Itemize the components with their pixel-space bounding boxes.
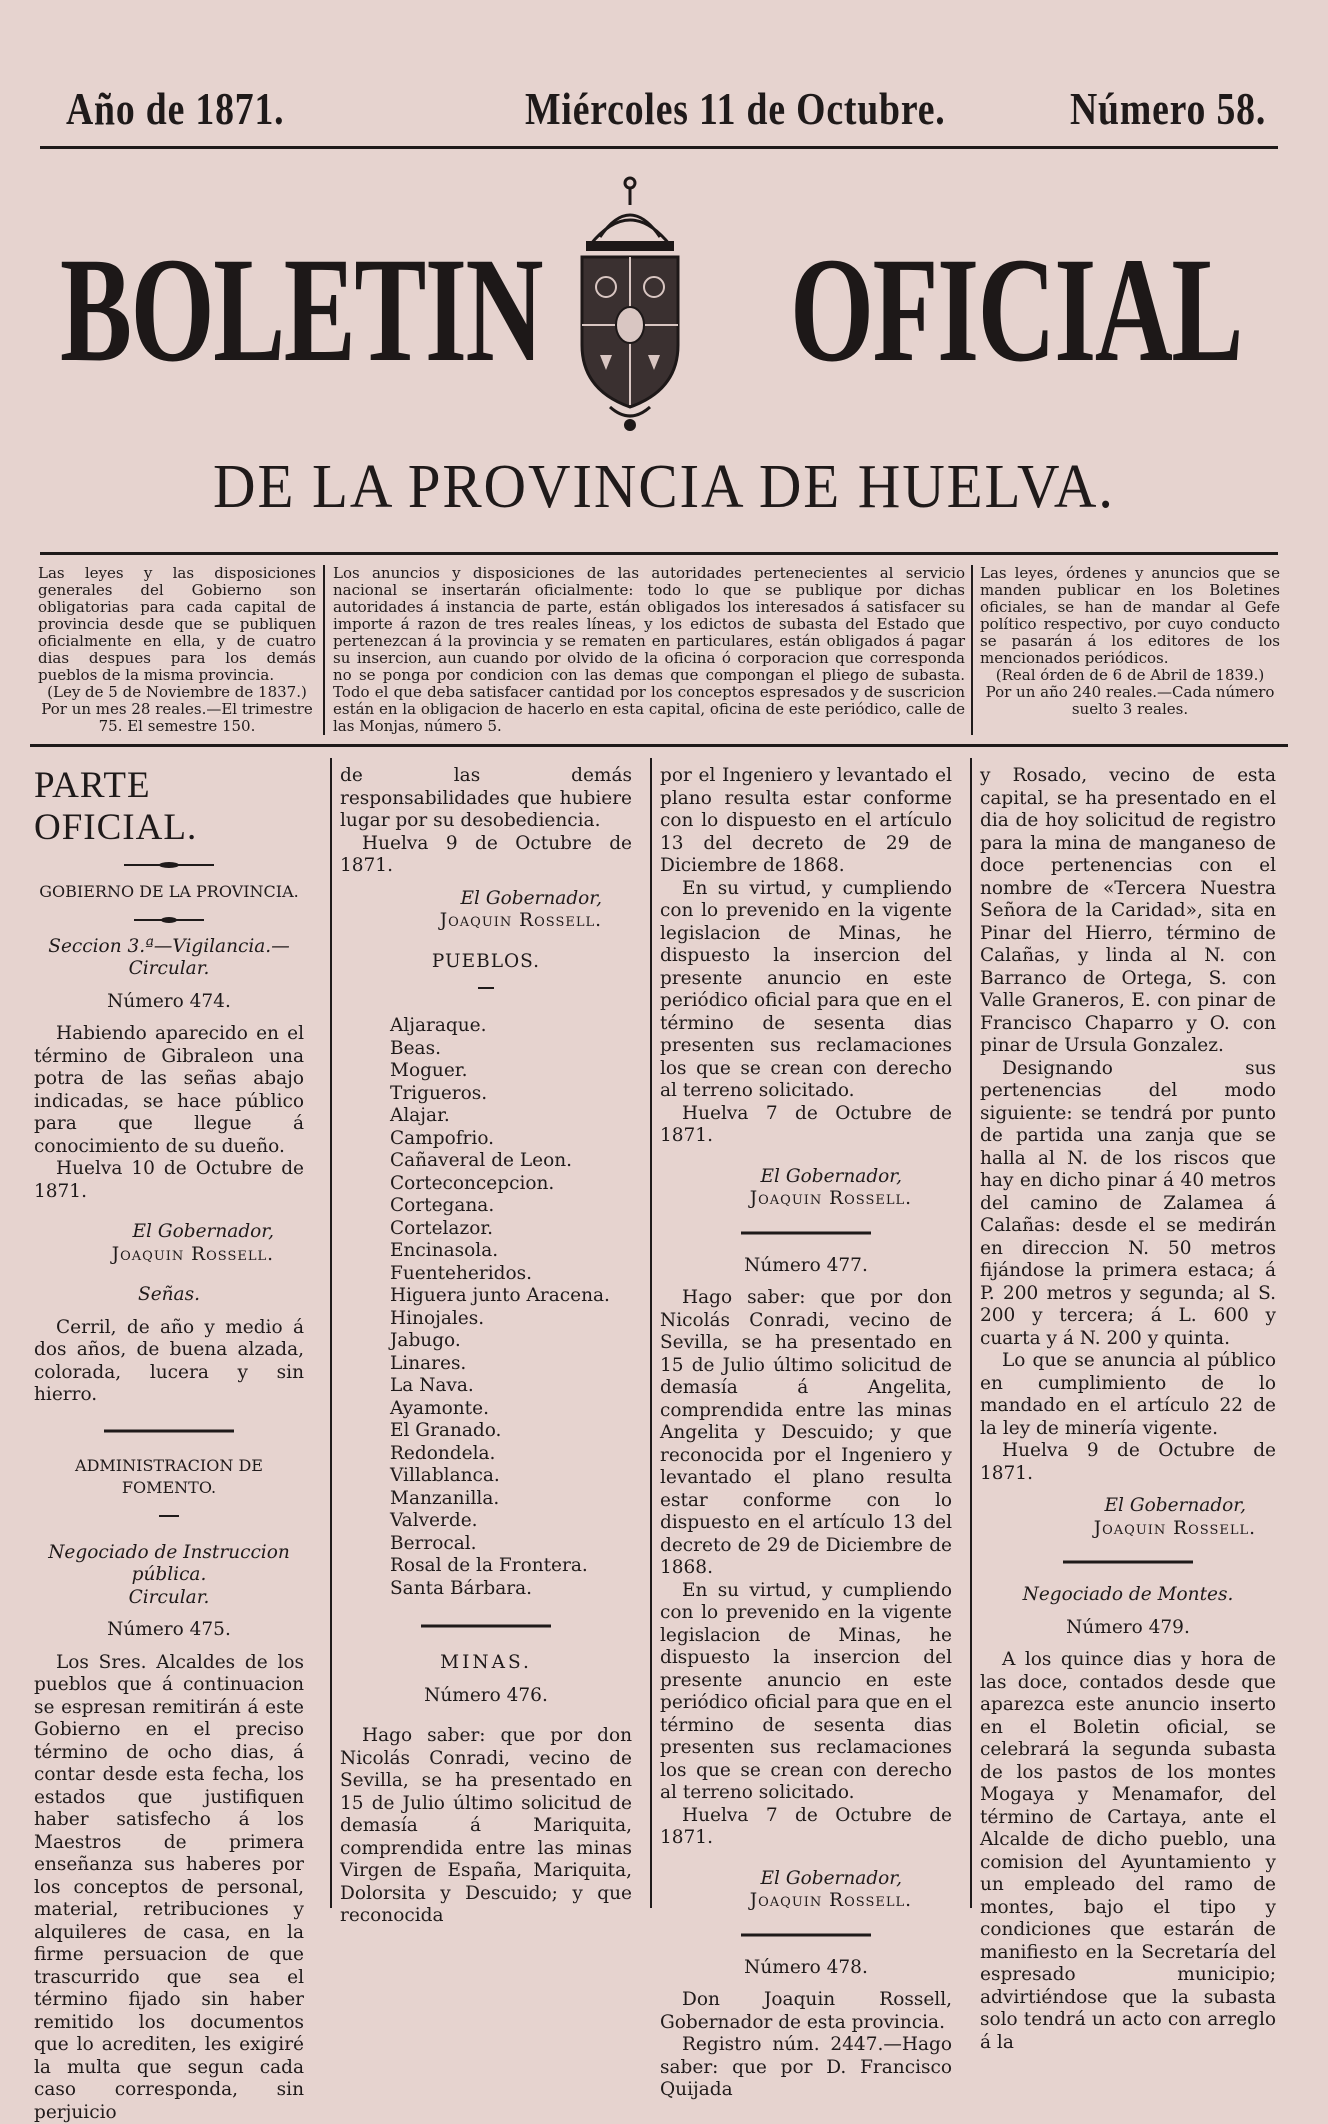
pueblo-item: El Granado. xyxy=(390,1420,632,1443)
masthead-rule xyxy=(40,552,1278,555)
pueblo-item: Hinojales. xyxy=(390,1308,632,1331)
pueblo-item: Trigueros. xyxy=(390,1083,632,1106)
masthead-oficial: OFICIAL xyxy=(790,235,1242,385)
heading-gobierno: GOBIERNO DE LA PROVINCIA. xyxy=(34,881,304,904)
pueblo-item: Santa Bárbara. xyxy=(390,1578,632,1601)
column-divider-1 xyxy=(330,758,332,1908)
notice-477-date: Huelva 7 de Octubre de 1871. xyxy=(660,1805,952,1850)
column-4 xyxy=(980,765,1276,2054)
notice-477-text: Hago saber: que por don Nicolás Conradi, vecino de Sevilla, se ha presentado en 15 de Julio último solicitud de demasía á Angelita, comprendida entre las minas Angelita y Descuido; y que reconocida por el Ingeniero y levantado el plano resulta estar conforme con lo dispuesto en el artículo 13 del decreto de 29 de Diciembre de 1868. xyxy=(660,1287,952,1580)
pueblo-item: Aljaraque. xyxy=(390,1015,632,1038)
notice-478-intro: Don Joaquin Rossell, Gobernador de esta provincia. xyxy=(660,1989,952,2034)
notice-475-continuation: de las demás responsabilidades que hubiere lugar por su desobediencia. xyxy=(340,765,632,833)
info-right xyxy=(980,565,1280,718)
info-left-text: Las leyes y las disposiciones generales del Gobierno son obligatorias para cada capital de provincia desde que se publiquen oficialmente en ella, y de cuatro dias despues para los demás pueblos de la misma provincia. xyxy=(38,565,316,684)
pueblo-item: Ayamonte. xyxy=(390,1398,632,1421)
heading-circular: Circular. xyxy=(34,1587,304,1610)
number-476: Número 476. xyxy=(340,1685,632,1708)
heading-admin-fomento: ADMINISTRACION DE FOMENTO. xyxy=(34,1455,304,1500)
pueblo-item: Redondela. xyxy=(390,1443,632,1466)
notice-478-text: Registro núm. 2447.—Hago saber: que por D. Francisco Quijada xyxy=(660,2034,952,2102)
pueblo-item: Cañaveral de Leon. xyxy=(390,1150,632,1173)
governor-title: El Gobernador, xyxy=(660,1166,952,1189)
info-rule xyxy=(30,744,1288,747)
dateline-rule xyxy=(40,146,1278,149)
number-474: Número 474. xyxy=(34,991,304,1014)
notice-476-date: Huelva 7 de Octubre de 1871. xyxy=(660,1103,952,1148)
notice-478-p3: Lo que se anuncia al público en cumplimiento de lo mandado en el artículo 22 de la ley de minería vigente. xyxy=(980,1350,1276,1440)
pueblo-item: Encinasola. xyxy=(390,1240,632,1263)
info-divider-1 xyxy=(323,565,325,735)
section-parte-oficial: PARTE OFICIAL. xyxy=(34,765,304,849)
notice-478-continuation: y Rosado, vecino de esta capital, se ha presentado en el dia de hoy solicitud de registro para la mina de manganeso de doce pertenencias con el nombre de «Tercera Nuestra Señora de la Caridad», sita en Pinar del Hierro, término de Calañas, y linda al N. con Barranco de Ortega, S. con Valle Graneros, E. con pinar de Francisco Chaparro y O. con pinar de Ursula Gonzalez. xyxy=(980,765,1276,1058)
ornament-divider xyxy=(104,1427,234,1435)
number-479: Número 479. xyxy=(980,1617,1276,1640)
pueblo-item: Villablanca. xyxy=(390,1465,632,1488)
notice-476-text: Hago saber: que por don Nicolás Conradi, vecino de Sevilla, se ha presentado en 15 de Julio último solicitud de demasía á Mariquita, comprendida entre las minas Virgen de España, Mariquita, Dolorsita y Descuido; y que reconocida xyxy=(340,1725,632,1928)
pueblo-item: Rosal de la Frontera. xyxy=(390,1555,632,1578)
column-1 xyxy=(34,765,304,2124)
info-right-ref: (Real órden de 6 de Abril de 1839.) xyxy=(980,667,1280,684)
ornament-divider xyxy=(421,1622,551,1630)
governor-name: Joaquin Rossell. xyxy=(34,1244,304,1267)
notice-474-text: Habiendo aparecido en el término de Gibraleon una potra de las señas abajo indicadas, se hace público para que llegue á conocimiento de su dueño. xyxy=(34,1023,304,1158)
heading-pueblos: PUEBLOS. xyxy=(340,951,632,974)
info-center-text: Los anuncios y disposiciones de las autoridades pertenecientes al servicio nacional se insertarán oficialmente: todo lo que se publique por dichas autoridades á instancia de parte, están obligados los interesados á satisfacer su importe á razon de tres reales líneas, y los edictos de subasta del Estado que pertenezcan á la provincia y se rematen en particulares, están obligados á pagar su insercion, aun cuando por olvido de la oficina ó corporacion que corresponda no se ponga por condicion con las demas que compongan el pliego de subasta. Todo el que deba satisfacer cantidad por los conceptos espresados y de suscricion están en la obligacion de hacerlo en esta capital, oficina de este periódico, calle de las Monjas, número 5. xyxy=(333,565,965,735)
heading-negociado-instruccion: Negociado de Instruccion pública. xyxy=(34,1542,304,1587)
pueblo-item: Cortegana. xyxy=(390,1195,632,1218)
ornament-divider xyxy=(134,916,204,924)
pueblo-item: Moguer. xyxy=(390,1060,632,1083)
notice-479-text: A los quince dias y hora de las doce, contados desde que aparezca este anuncio inserto en el Boletin oficial, se celebrará la segunda subasta de los pastos de los montes Mogaya y Menamafor, del término de Cartaya, ante el Alcalde de dicho pueblo, una comision del Ayuntamiento y un empleado del ramo de montes, bajo el tipo y condiciones que estarán de manifiesto en la Secretaría del espresado municipio; advirtiéndose que la subasta solo tendrá un acto con arreglo á la xyxy=(980,1649,1276,2054)
column-3 xyxy=(660,765,952,2102)
notice-478-p2: Designando sus pertenencias del modo siguiente: se tendrá por punto de partida una zanja que se halla al N. de los riscos que hay en dicho pinar á 40 metros del camino de Zalamea á Calañas: desde el se medirán en direccion N. 50 metros fijándose la primera estaca; á P. 200 metros y segunda; al S. 200 y tercera; á L. 600 y cuarta y á N. 200 y quinta. xyxy=(980,1058,1276,1351)
governor-title: El Gobernador, xyxy=(980,1495,1276,1518)
pueblo-item: Manzanilla. xyxy=(390,1488,632,1511)
masthead-subtitle: DE LA PROVINCIA DE HUELVA. xyxy=(33,452,1295,523)
pueblo-item: Cortelazor. xyxy=(390,1218,632,1241)
pueblos-list xyxy=(340,1015,632,1600)
notice-475-date: Huelva 9 de Octubre de 1871. xyxy=(340,833,632,878)
governor-title: El Gobernador, xyxy=(660,1868,952,1891)
governor-name: Joaquin Rossell. xyxy=(980,1518,1276,1541)
ornament-dash xyxy=(159,1512,179,1520)
heading-negociado-montes: Negociado de Montes. xyxy=(980,1584,1276,1607)
info-left xyxy=(38,565,316,735)
notice-477-p2: En su virtud, y cumpliendo con lo prevenido en la vigente legislacion de Minas, he dispuesto la insercion del presente anuncio en este periódico oficial para que en el término de sesenta dias presenten sus reclamaciones los que se crean con derecho al terreno solicitado. xyxy=(660,1580,952,1805)
governor-title: El Gobernador, xyxy=(340,888,632,911)
notice-478-date: Huelva 9 de Octubre de 1871. xyxy=(980,1440,1276,1485)
pueblo-item: Alajar. xyxy=(390,1105,632,1128)
number-477: Número 477. xyxy=(660,1255,952,1278)
info-left-ref: (Ley de 5 de Noviembre de 1837.) xyxy=(38,684,316,701)
pueblo-item: Berrocal. xyxy=(390,1533,632,1556)
governor-title: El Gobernador, xyxy=(34,1221,304,1244)
heading-senas: Señas. xyxy=(34,1284,304,1307)
pueblo-item: Campofrio. xyxy=(390,1128,632,1151)
pueblo-item: Corteconcepcion. xyxy=(390,1173,632,1196)
info-left-price: Por un mes 28 reales.—El trimestre 75. El semestre 150. xyxy=(38,701,316,735)
issue-number: Número 58. xyxy=(1070,82,1266,135)
heading-seccion: Seccion 3.ª—Vigilancia.—Circular. xyxy=(34,936,304,981)
pueblo-item: Higuera junto Aracena. xyxy=(390,1285,632,1308)
issue-date: Miércoles 11 de Octubre. xyxy=(525,82,946,135)
pueblo-item: Linares. xyxy=(390,1353,632,1376)
ornament-divider xyxy=(1063,1558,1193,1566)
ornament-divider xyxy=(741,1229,871,1237)
column-divider-2 xyxy=(650,758,652,1908)
dateline xyxy=(60,82,1260,142)
pueblo-item: La Nava. xyxy=(390,1375,632,1398)
pueblo-item: Jabugo. xyxy=(390,1330,632,1353)
pueblo-item: Valverde. xyxy=(390,1510,632,1533)
coat-of-arms-emblem xyxy=(560,175,700,435)
column-2 xyxy=(340,765,632,1928)
ornament-divider xyxy=(741,1931,871,1939)
pueblo-item: Fuenteheridos. xyxy=(390,1263,632,1286)
governor-name: Joaquin Rossell. xyxy=(660,1890,952,1913)
pueblo-item: Beas. xyxy=(390,1038,632,1061)
notice-476-p2: En su virtud, y cumpliendo con lo prevenido en la vigente legislacion de Minas, he dispuesto la insercion del presente anuncio en este periódico oficial para que en el término de sesenta dias presenten sus reclamaciones los que se crean con derecho al terreno solicitado. xyxy=(660,878,952,1103)
notice-475-text: Los Sres. Alcaldes de los pueblos que á continuacion se espresan remitirán á este Gobierno en el preciso término de ocho dias, á contar desde esta fecha, los estados que justifiquen haber satisfecho á los Maestros de primera enseñanza sus haberes por los conceptos de personal, material, retribuciones y alquileres de casa, en la firme persuacion de que trascurrido que sea el término fijado sin haber remitido los documentos que lo acrediten, les exigiré la multa que segun cada caso corresponda, sin perjuicio xyxy=(34,1652,304,2124)
info-right-price: Por un año 240 reales.—Cada número suelto 3 reales. xyxy=(980,684,1280,718)
number-475: Número 475. xyxy=(34,1619,304,1642)
notice-476-continuation: por el Ingeniero y levantado el plano resulta estar conforme con lo dispuesto en el artículo 13 del decreto de 29 de Diciembre de 1868. xyxy=(660,765,952,878)
issue-year: Año de 1871. xyxy=(66,82,284,135)
notice-474-date: Huelva 10 de Octubre de 1871. xyxy=(34,1158,304,1203)
masthead-boletin: BOLETIN xyxy=(60,235,542,385)
governor-name: Joaquin Rossell. xyxy=(340,910,632,933)
ornament-dash xyxy=(478,985,494,993)
info-center xyxy=(333,565,965,735)
governor-name: Joaquin Rossell. xyxy=(660,1188,952,1211)
number-478: Número 478. xyxy=(660,1957,952,1980)
senas-text: Cerril, de año y medio á dos años, de buena alzada, colorada, lucera y sin hierro. xyxy=(34,1317,304,1407)
info-right-text: Las leyes, órdenes y anuncios que se manden publicar en los Boletines oficiales, se han de mandar al Gefe político respectivo, por cuyo conducto se pasarán á los editores de los mencionados periódicos. xyxy=(980,565,1280,667)
info-divider-2 xyxy=(971,565,973,735)
ornament-divider xyxy=(124,861,214,869)
heading-minas: MINAS. xyxy=(340,1652,632,1675)
column-divider-3 xyxy=(970,758,972,1908)
